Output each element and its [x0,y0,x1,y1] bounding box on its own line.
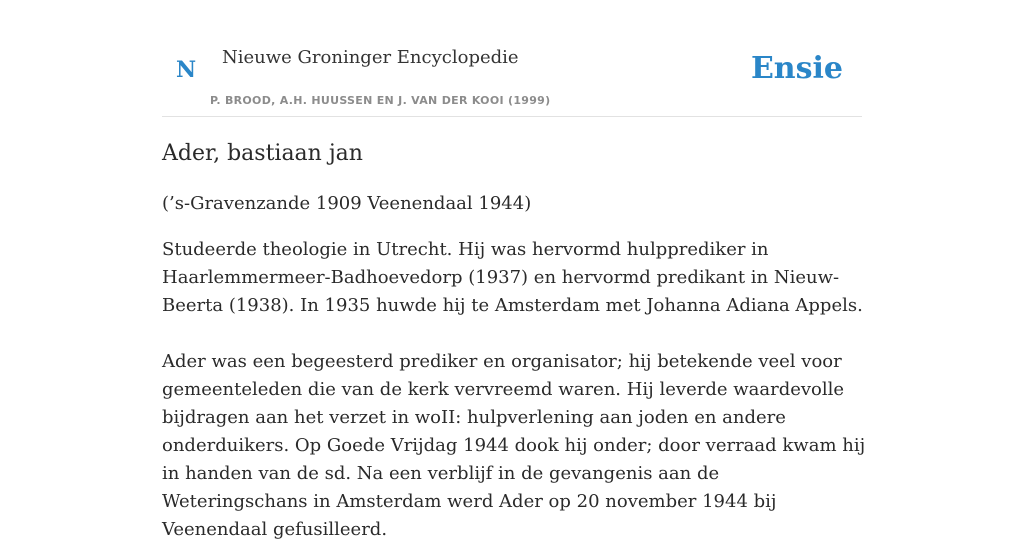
entry-title: Ader, bastiaan jan [162,141,363,166]
ensie-logo-link[interactable]: Ensie [750,51,843,86]
entry-content [162,138,867,544]
entry-paragraph: Ader was een begeesterd prediker en organisator; hij betekende veel voor gemeenteleden die van de kerk vervreemd waren. Hij leverde waardevolle bijdragen aan het verzet in woII: hulpverlening aan joden en andere onderduikers. Op Goede Vrijdag 1944 dook hij onder; door verraad kwam hij in handen van de sd. Na een verblijf in de gevangenis aan de Weteringschans in Amsterdam werd Ader op 20 november 1944 bij Veenendaal gefusilleerd. [162,351,866,540]
source-logo-icon[interactable]: N [176,57,197,83]
source-title-link[interactable]: Nieuwe Groninger Encyclopedie [222,47,519,68]
source-authors: P. BROOD, A.H. HUUSSEN EN J. VAN DER KOOI (1999) [210,94,551,107]
entry-paragraph: Studeerde theologie in Utrecht. Hij was hervormd hulpprediker in Haarlemmermeer-Badhoevedorp (1937) en hervormd predikant in Nieuw-Beerta (1938). In 1935 huwde hij te Amsterdam met Johanna Adiana Appels. [162,239,863,316]
source-header [162,0,862,117]
entry-subtitle: (’s-Gravenzande 1909 Veenendaal 1944) [162,193,532,214]
